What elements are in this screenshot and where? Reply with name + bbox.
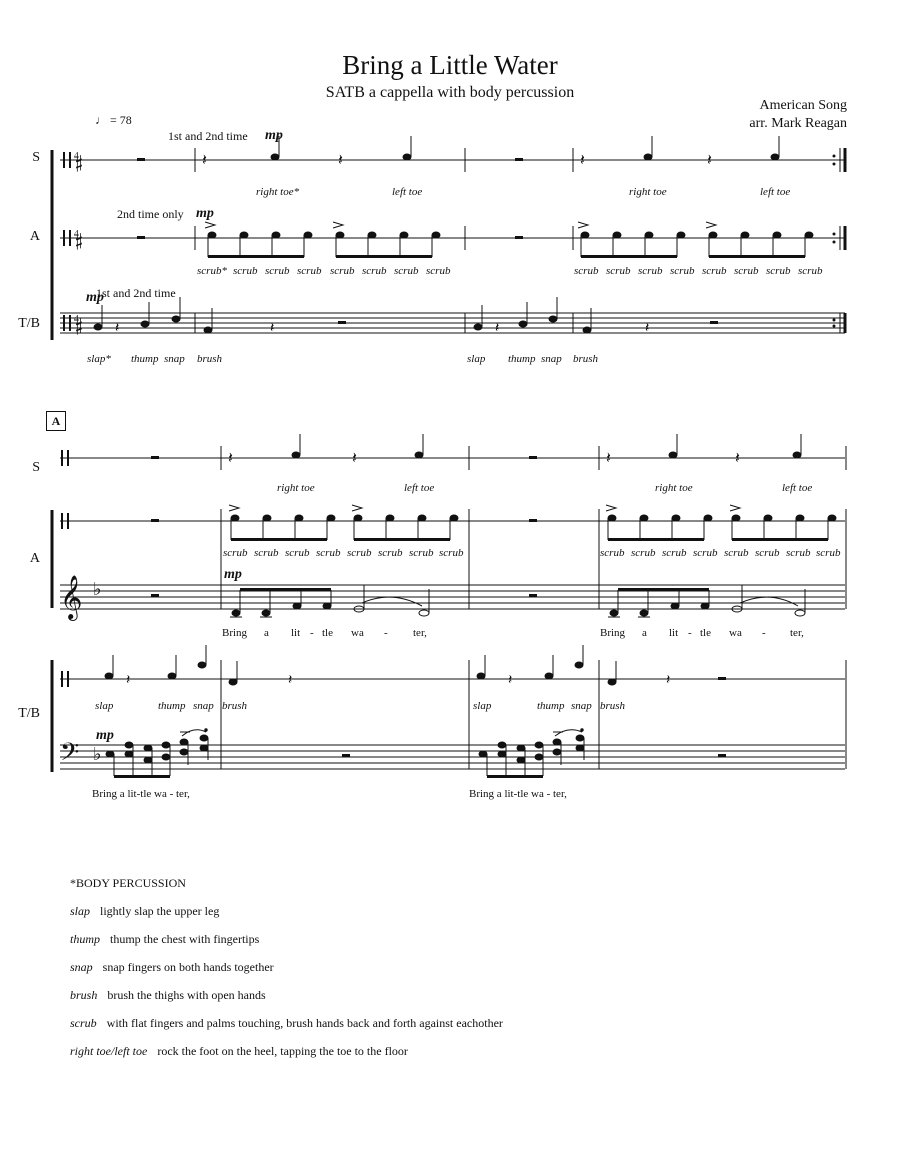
lyric: brush	[573, 353, 599, 365]
legend-item	[70, 1016, 503, 1031]
s1-percussion-clefs	[64, 152, 70, 331]
lyric: -	[762, 627, 766, 639]
lyric: lit	[291, 627, 301, 639]
svg-text:𝄽: 𝄽	[666, 673, 671, 688]
s2-soprano-notes	[228, 434, 801, 467]
svg-text:𝄞: 𝄞	[60, 577, 83, 619]
svg-text:♭: ♭	[93, 744, 102, 764]
lyric: scrub	[638, 265, 663, 277]
arranger-credit: arr. Mark Reagan	[749, 116, 847, 131]
s1-soprano-notes	[202, 136, 779, 169]
legend-definition: lightly slap the upper leg	[100, 904, 220, 918]
lyric: scrub	[233, 265, 258, 277]
lyric: slap	[467, 353, 486, 365]
direction-1st-2nd-time-tb: 1st and 2nd time	[96, 286, 176, 300]
lyric: left toe	[760, 186, 791, 198]
legend-term: snap	[70, 960, 93, 974]
soprano-label: S	[32, 150, 40, 165]
s2-alto-perc-notes	[229, 505, 836, 541]
legend-term: scrub	[70, 1016, 97, 1030]
lyric: scrub	[631, 547, 656, 559]
svg-text:𝄽: 𝄽	[606, 450, 611, 467]
legend-item	[70, 1044, 408, 1059]
s2-barlines	[221, 446, 846, 769]
lyric: slap*	[87, 353, 111, 365]
legend-heading: *BODY PERCUSSION	[70, 876, 186, 890]
lyric: -	[384, 627, 388, 639]
lyric: -	[688, 627, 692, 639]
lyric: lit	[669, 627, 679, 639]
lyric: Bring	[600, 627, 626, 639]
legend-definition: brush the thighs with open hands	[107, 988, 266, 1002]
s2-tb-bass-staff	[60, 745, 845, 769]
lyric: scrub	[362, 265, 387, 277]
lyric: scrub	[574, 265, 599, 277]
lyric: scrub	[254, 547, 279, 559]
lyric: thump	[131, 353, 159, 365]
legend-term: right toe/left toe	[70, 1044, 148, 1058]
legend-definition: with flat fingers and palms touching, brush hands back and forth against eachother	[106, 1016, 503, 1030]
lyric: scrub*	[197, 265, 227, 277]
lyric: slap	[95, 700, 114, 712]
lyric: scrub	[223, 547, 248, 559]
lyric: slap	[473, 700, 492, 712]
lyric: left toe	[392, 186, 423, 198]
svg-text:𝄽: 𝄽	[338, 152, 343, 169]
svg-text:♭: ♭	[93, 579, 102, 599]
direction-1st-2nd-time: 1st and 2nd time	[168, 129, 248, 143]
legend-item	[70, 988, 266, 1003]
lyric: right toe	[277, 482, 315, 494]
svg-text:𝄽: 𝄽	[645, 321, 650, 336]
dynamic-mp: mp	[265, 128, 283, 143]
lyric: left toe	[404, 482, 435, 494]
dynamic-mp-alto-melody: mp	[224, 567, 242, 582]
score-subtitle: SATB a cappella with body percussion	[325, 84, 575, 101]
s1-time-signatures	[74, 151, 82, 336]
s1-alto-notes	[205, 222, 813, 258]
svg-text:𝄽: 𝄽	[115, 321, 120, 336]
svg-text:𝄲: 𝄲	[74, 151, 83, 171]
legend-item	[70, 932, 259, 947]
svg-text:𝄽: 𝄽	[288, 673, 293, 688]
legend-definition: thump the chest with fingertips	[110, 932, 260, 946]
s2-percussion-clefs	[62, 450, 68, 687]
tenor-bass-label: T/B	[18, 316, 40, 331]
lyric: scrub	[798, 265, 823, 277]
s2-alto-treble-staff	[60, 585, 845, 609]
score-title: Bring a Little Water	[342, 50, 558, 80]
lyric: thump	[537, 700, 565, 712]
lyric: snap	[193, 700, 214, 712]
lyric: scrub	[426, 265, 451, 277]
lyric: scrub	[766, 265, 791, 277]
legend-definition: rock the foot on the heel, tapping the toe to the floor	[157, 1044, 408, 1058]
lyric: scrub	[786, 547, 811, 559]
svg-text:𝄢: 𝄢	[60, 739, 80, 772]
lyric: a	[264, 627, 269, 639]
lyric: scrub	[755, 547, 780, 559]
svg-text:𝄽: 𝄽	[735, 450, 740, 467]
s1-tb-notes	[94, 297, 649, 336]
s2-tb-bass-melody	[106, 729, 584, 778]
legend-definition: snap fingers on both hands together	[102, 960, 274, 974]
lyric: scrub	[316, 547, 341, 559]
legend-term: brush	[70, 988, 98, 1002]
alto-label: A	[29, 229, 40, 244]
lyric: ter,	[413, 627, 427, 639]
svg-text:𝄽: 𝄽	[202, 152, 207, 169]
dynamic-mp-tb-melody: mp	[96, 728, 114, 743]
lyric: snap	[541, 353, 562, 365]
lyric: snap	[164, 353, 185, 365]
lyric: wa	[351, 627, 364, 639]
svg-text:𝄽: 𝄽	[352, 450, 357, 467]
legend-term: thump	[70, 932, 100, 946]
lyric: right toe	[629, 186, 667, 198]
lyric: thump	[508, 353, 536, 365]
svg-text:𝄲: 𝄲	[74, 229, 83, 249]
lyric: scrub	[439, 547, 464, 559]
lyric: scrub	[330, 265, 355, 277]
s2-alto-melody	[230, 585, 805, 617]
lyric: a	[642, 627, 647, 639]
lyric: scrub	[409, 547, 434, 559]
legend-item	[70, 904, 219, 919]
rehearsal-mark: A	[46, 411, 66, 431]
lyric: scrub	[394, 265, 419, 277]
lyric: ter,	[790, 627, 804, 639]
svg-text:𝄽: 𝄽	[228, 450, 233, 467]
s1-end-repeats	[840, 148, 845, 333]
dynamic-mp-tb: mp	[86, 290, 104, 305]
svg-text:𝄽: 𝄽	[495, 321, 500, 336]
tempo-marking: ♩ = 78	[95, 113, 132, 127]
lyric: scrub	[606, 265, 631, 277]
lyric: scrub	[670, 265, 695, 277]
lyric: thump	[158, 700, 186, 712]
svg-text:𝄲: 𝄲	[74, 314, 83, 334]
s1-barlines	[195, 148, 573, 333]
lyric: scrub	[734, 265, 759, 277]
lyric: right toe	[655, 482, 693, 494]
svg-text:𝄽: 𝄽	[707, 152, 712, 169]
lyric: scrub	[347, 547, 372, 559]
lyric: Bring a lit-tle wa - ter,	[469, 788, 567, 800]
lyric: tle	[322, 627, 333, 639]
lyric: Bring a lit-tle wa - ter,	[92, 788, 190, 800]
lyric: scrub	[297, 265, 322, 277]
lyric: brush	[222, 700, 248, 712]
lyric: left toe	[782, 482, 813, 494]
svg-text:𝄽: 𝄽	[580, 152, 585, 169]
lyric: scrub	[702, 265, 727, 277]
lyric: scrub	[816, 547, 841, 559]
lyric: scrub	[265, 265, 290, 277]
legend-term: slap	[70, 904, 91, 918]
lyric: Bring	[222, 627, 248, 639]
lyric: wa	[729, 627, 742, 639]
dynamic-mp-alto: mp	[196, 206, 214, 221]
lyric: scrub	[378, 547, 403, 559]
legend-item	[70, 960, 274, 975]
svg-text:𝄽: 𝄽	[126, 673, 131, 688]
lyric: -	[310, 627, 314, 639]
lyric: scrub	[662, 547, 687, 559]
lyric: tle	[700, 627, 711, 639]
soprano-label-2: S	[32, 460, 40, 475]
composer-credit: American Song	[759, 98, 847, 113]
direction-2nd-time-only: 2nd time only	[117, 207, 184, 221]
lyric: scrub	[724, 547, 749, 559]
lyric: snap	[571, 700, 592, 712]
lyric: scrub	[285, 547, 310, 559]
lyric: brush	[600, 700, 626, 712]
svg-text:𝄽: 𝄽	[508, 673, 513, 688]
alto-label-2: A	[29, 551, 40, 566]
tenor-bass-label-2: T/B	[18, 706, 40, 721]
lyric: scrub	[600, 547, 625, 559]
s1-repeat-dots	[833, 155, 836, 328]
lyric: brush	[197, 353, 223, 365]
lyric: scrub	[693, 547, 718, 559]
s1-whole-rests	[137, 158, 718, 324]
s2-tb-perc-notes	[105, 645, 670, 688]
lyric: right toe*	[256, 186, 300, 198]
svg-text:𝄽: 𝄽	[270, 321, 275, 336]
